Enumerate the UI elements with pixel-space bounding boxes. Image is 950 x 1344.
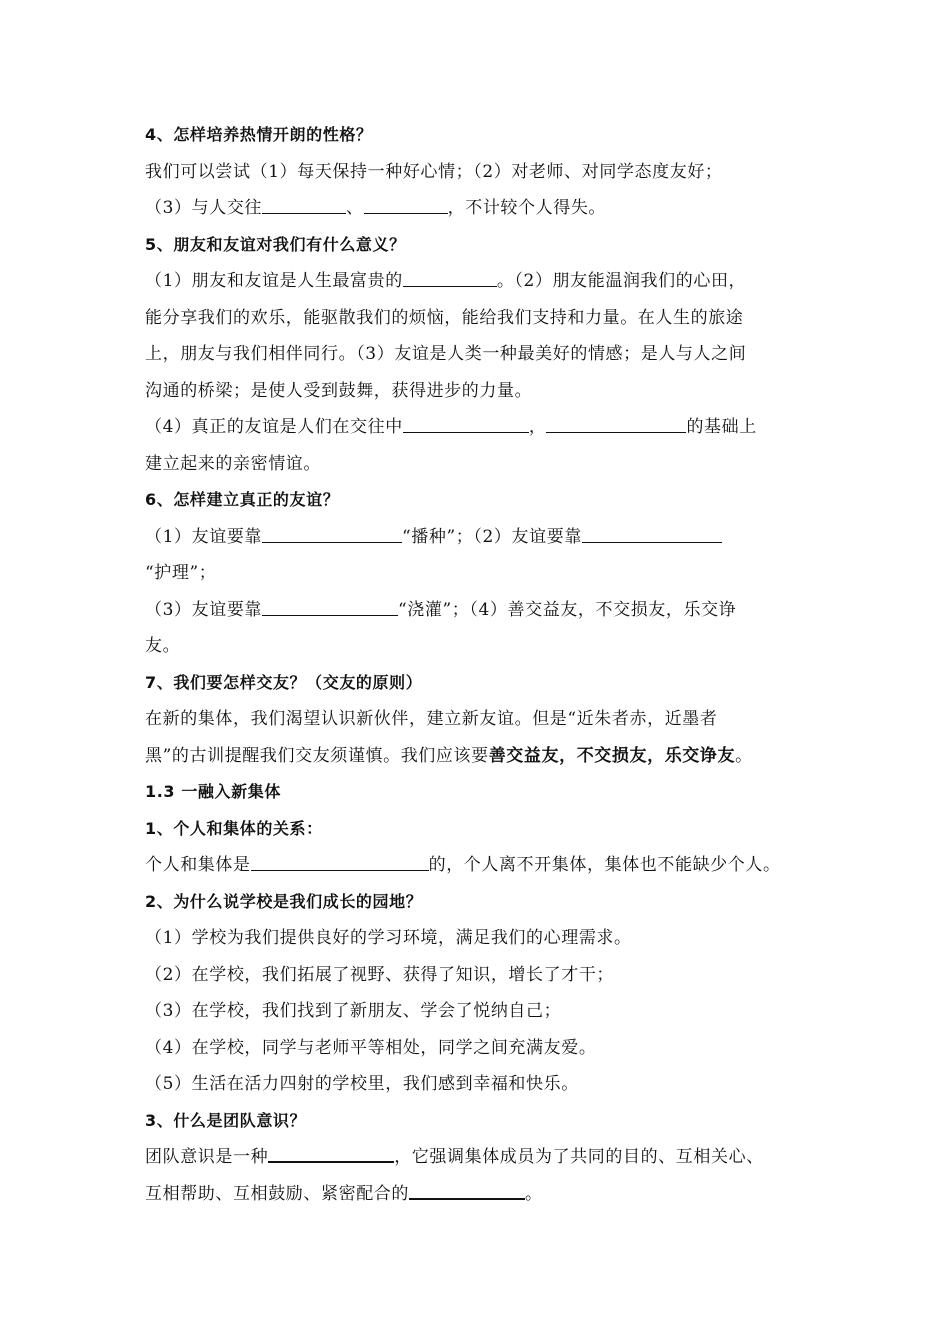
fill-blank[interactable]	[409, 1180, 525, 1200]
section-heading: 6、怎样建立真正的友谊？	[145, 490, 340, 509]
list-item: （3）在学校，我们找到了新朋友、学会了悦纳自己；	[145, 1001, 562, 1021]
paragraph-line: （1）朋友和友谊是人生最富贵的 。（2）朋友能温润我们的心田，	[145, 263, 825, 300]
document-content	[145, 117, 825, 1212]
fill-blank[interactable]	[582, 524, 722, 543]
fill-blank[interactable]	[251, 852, 429, 871]
emphasis-text: 善交益友，不交损友，乐交诤友	[488, 745, 736, 766]
section-heading: 2、为什么说学校是我们成长的园地？	[145, 891, 423, 911]
section-heading: 1、个人和集体的关系：	[145, 818, 323, 838]
paragraph-line: 我们可以尝试（1）每天保持一种好心情；（2）对老师、对同学态度友好；	[145, 161, 723, 182]
paragraph-line: 团队意识是一种 ，它强调集体成员为了共同的目的、互相关心、	[145, 1139, 825, 1176]
paragraph-line: （1）友谊要靠 “播种”；（2）友谊要靠	[145, 519, 825, 556]
section-heading: 7、我们要怎样交友？（交友的原则）	[145, 672, 423, 692]
paragraph-line: （4）真正的友谊是人们在交往中 ， 的基础上	[145, 409, 825, 446]
fill-blank[interactable]	[268, 1143, 394, 1163]
paragraph-line: （3）友谊要靠 “浇灌”；（4）善交益友，不交损友，乐交诤	[145, 592, 825, 629]
list-item: （1）学校为我们提供良好的学习环境，满足我们的心理需求。	[145, 928, 632, 948]
fill-blank[interactable]	[262, 524, 402, 543]
list-item: （4）在学校，同学与老师平等相处，同学之间充满友爱。	[145, 1037, 597, 1058]
paragraph-line: 互相帮助、互相鼓励、紧密配合的 。	[145, 1176, 825, 1213]
paragraph-line: “护理”；	[145, 563, 217, 583]
section-heading: 4、怎样培养热情开朗的性格？	[145, 125, 373, 144]
paragraph-line: 在新的集体，我们渴望认识新伙伴，建立新友谊。但是“近朱者赤，近墨者	[145, 709, 718, 729]
paragraph-line: 沟通的桥梁；是使人受到鼓舞，获得进步的力量。	[145, 380, 533, 401]
paragraph-line: 能分享我们的欢乐，能驱散我们的烦恼，能给我们支持和力量。在人生的旅途	[145, 307, 744, 328]
fill-blank[interactable]	[403, 414, 529, 433]
chapter-heading: 1.3 一融入新集体	[145, 782, 281, 801]
section-heading: 3、什么是团队意识？	[145, 1110, 307, 1130]
paragraph-line: 个人和集体是 的，个人离不开集体，集体也不能缺少个人。	[145, 847, 825, 884]
paragraph-line: 上，朋友与我们相伴同行。（3）友谊是人类一种最美好的情感；是人与人之间	[145, 344, 747, 364]
fill-blank[interactable]	[262, 597, 398, 616]
fill-blank[interactable]	[262, 195, 346, 214]
list-item: （5）生活在活力四射的学校里，我们感到幸福和快乐。	[145, 1074, 579, 1094]
paragraph-line: 友。	[145, 636, 181, 656]
list-item: （2）在学校，我们拓展了视野、获得了知识，增长了才干；	[145, 964, 615, 985]
section-heading: 5、朋友和友谊对我们有什么意义？	[145, 234, 406, 254]
fill-blank[interactable]	[546, 414, 686, 433]
paragraph-line: 黑”的古训提醒我们交友须谨慎。我们应该要善交益友，不交损友，乐交诤友。	[145, 745, 753, 766]
paragraph-line: （3）与人交往 、 ，不计较个人得失。	[145, 190, 825, 227]
fill-blank[interactable]	[403, 268, 497, 287]
fill-blank[interactable]	[364, 195, 448, 214]
paragraph-line: 建立起来的亲密情谊。	[145, 453, 321, 474]
